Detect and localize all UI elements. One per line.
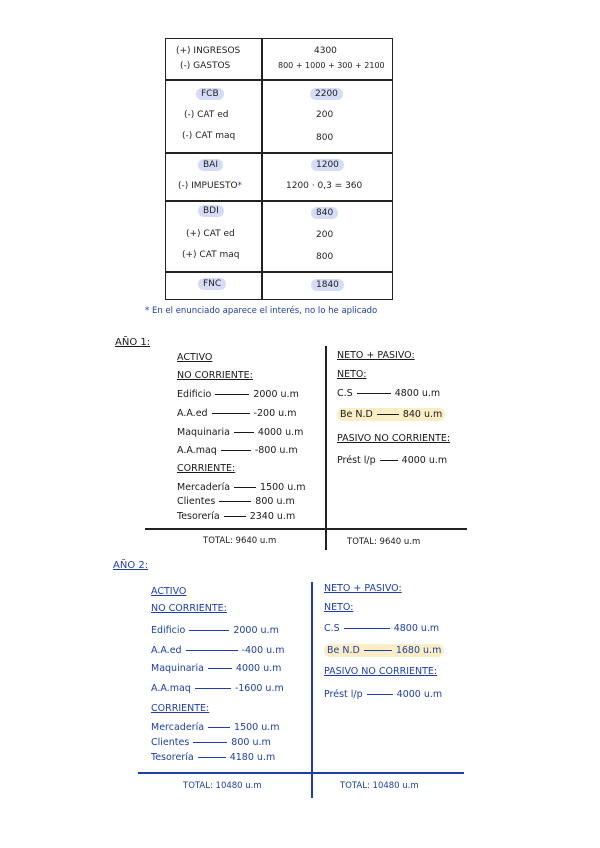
year2-vertical-rule [311, 582, 313, 798]
label-impuesto [178, 181, 242, 191]
year1-pasivo-nc-heading: PASIVO NO CORRIENTE: [337, 433, 451, 444]
year2-maquinaria-value: 4000 u.m [235, 663, 282, 674]
value-impuesto: 1200 · 0,3 = 360 [286, 181, 363, 191]
year2-mercaderia-value: 1500 u.m [234, 722, 280, 733]
asterisk-mark: * [237, 181, 243, 191]
year1-maquinaria [177, 427, 303, 438]
year1-cs-label: C.S [337, 388, 353, 399]
year1-bend-label: Be N.D [340, 409, 373, 420]
year1-corriente-heading: CORRIENTE: [177, 463, 236, 474]
year2-aamaq-value: -1600 u.m [234, 683, 284, 694]
year2-total-left: TOTAL: 10480 u.m [183, 781, 262, 791]
year1-tesoreria [177, 511, 295, 522]
year1-aaed [177, 408, 296, 419]
year2-prest [324, 689, 442, 700]
year1-edificio-label: Edificio [177, 389, 212, 400]
year1-tesoreria-label: Tesorería [177, 511, 220, 522]
year1-clientes [177, 496, 295, 507]
year2-clientes-label: Clientes [151, 737, 190, 748]
year2-bend-label: Be N.D [327, 645, 360, 656]
year2-edificio-label: Edificio [151, 625, 186, 636]
value-ingresos: 4300 [314, 46, 337, 56]
cash-flow-table [165, 38, 393, 300]
year2-aaed [151, 645, 284, 656]
year1-mercaderia [177, 482, 306, 493]
year2-horizontal-rule [138, 772, 464, 774]
year2-tesoreria-value: 4180 u.m [229, 752, 276, 763]
year2-aamaq-label: A.A.maq [151, 683, 191, 694]
year2-pasivo-nc-heading: PASIVO NO CORRIENTE: [324, 666, 438, 677]
year1-aamaq [177, 445, 298, 456]
label-fnc: FNC [198, 278, 226, 290]
label-cat-ed-minus: (-) CAT ed [184, 110, 229, 120]
year1-neto-heading: NETO: [337, 369, 367, 380]
year2-mercaderia [151, 722, 280, 733]
year1-clientes-value: 800 u.m [255, 496, 295, 507]
year1-aaed-value: -200 u.m [253, 408, 297, 419]
label-gastos: (-) GASTOS [180, 61, 231, 71]
year2-prest-label: Prést l/p [324, 689, 363, 700]
value-fcb: 2200 [310, 88, 343, 100]
year1-horizontal-rule [145, 528, 467, 530]
value-fnc: 1840 [311, 279, 344, 291]
value-bai: 1200 [311, 159, 344, 171]
year1-neto-pasivo-heading: NETO + PASIVO: [337, 350, 415, 361]
year2-cs [324, 623, 439, 634]
year1-edificio [177, 389, 299, 400]
table-divider-vertical [261, 39, 263, 299]
label-cat-maq-minus: (-) CAT maq [182, 131, 236, 141]
year1-vertical-rule [325, 346, 327, 550]
year2-corriente-heading: CORRIENTE: [151, 703, 210, 714]
table-divider-1 [166, 79, 392, 81]
label-bdi: BDI [198, 205, 224, 217]
table-divider-2 [166, 152, 392, 154]
value-gastos: 800 + 1000 + 300 + 2100 [278, 61, 385, 70]
label-impuesto-text: (-) IMPUESTO [178, 181, 238, 191]
year1-total-left: TOTAL: 9640 u.m [203, 536, 277, 546]
label-fcb: FCB [196, 88, 224, 100]
value-cat-maq-minus: 800 [316, 133, 334, 143]
year1-tesoreria-value: 2340 u.m [249, 511, 296, 522]
year1-cs [337, 388, 440, 399]
year2-aaed-label: A.A.ed [151, 645, 182, 656]
year1-no-corriente-heading: NO CORRIENTE: [177, 370, 253, 381]
year2-total-right: TOTAL: 10480 u.m [340, 781, 419, 791]
year1-maquinaria-label: Maquinaria [177, 427, 230, 438]
year1-mercaderia-value: 1500 u.m [260, 482, 306, 493]
year2-neto-pasivo-heading: NETO + PASIVO: [324, 583, 402, 594]
year2-prest-value: 4000 u.m [396, 689, 443, 700]
value-cat-maq-plus: 800 [316, 252, 334, 262]
value-bdi: 840 [311, 207, 338, 219]
label-bai: BAI [198, 159, 223, 171]
year1-total-right: TOTAL: 9640 u.m [347, 537, 421, 547]
year1-clientes-label: Clientes [177, 496, 216, 507]
year2-clientes-value: 800 u.m [231, 737, 271, 748]
year1-aaed-label: A.A.ed [177, 408, 208, 419]
year1-prest-label: Prést l/p [337, 455, 376, 466]
value-cat-ed-minus: 200 [316, 110, 334, 120]
year1-bend [337, 409, 445, 420]
year2-bend-value: 1680 u.m [395, 645, 442, 656]
footnote: * En el enunciado aparece el interés, no lo he aplicado [145, 306, 378, 316]
value-cat-ed-plus: 200 [316, 230, 334, 240]
year1-edificio-value: 2000 u.m [253, 389, 299, 400]
year1-prest-value: 4000 u.m [401, 455, 448, 466]
table-divider-3 [166, 200, 392, 202]
year2-maquinaria-label: Maquinaria [151, 663, 204, 674]
year1-aamaq-value: -800 u.m [254, 445, 298, 456]
year2-tesoreria [151, 752, 275, 763]
year1-bend-value: 840 u.m [402, 409, 443, 420]
year1-prest [337, 455, 447, 466]
year2-edificio [151, 625, 279, 636]
year2-edificio-value: 2000 u.m [233, 625, 279, 636]
label-ingresos: (+) INGRESOS [176, 46, 241, 56]
year2-aamaq [151, 683, 284, 694]
year1-activo-heading: ACTIVO [177, 352, 213, 363]
year2-clientes [151, 737, 271, 748]
year2-activo-heading: ACTIVO [151, 586, 187, 597]
year1-maquinaria-value: 4000 u.m [257, 427, 304, 438]
year1-mercaderia-label: Mercadería [177, 482, 231, 493]
year2-cs-value: 4800 u.m [393, 623, 440, 634]
label-cat-maq-plus: (+) CAT maq [182, 250, 240, 260]
year2-cs-label: C.S [324, 623, 340, 634]
year2-title: AÑO 2: [113, 560, 149, 571]
table-divider-4 [166, 271, 392, 273]
year2-tesoreria-label: Tesorería [151, 752, 194, 763]
year2-no-corriente-heading: NO CORRIENTE: [151, 603, 227, 614]
year2-mercaderia-label: Mercadería [151, 722, 205, 733]
year2-aaed-value: -400 u.m [241, 645, 285, 656]
year1-cs-value: 4800 u.m [394, 388, 441, 399]
year1-aamaq-label: A.A.maq [177, 445, 217, 456]
year2-maquinaria [151, 663, 281, 674]
year1-title: AÑO 1: [115, 337, 151, 348]
label-cat-ed-plus: (+) CAT ed [186, 229, 235, 239]
year2-bend [324, 645, 444, 656]
year2-neto-heading: NETO: [324, 602, 354, 613]
